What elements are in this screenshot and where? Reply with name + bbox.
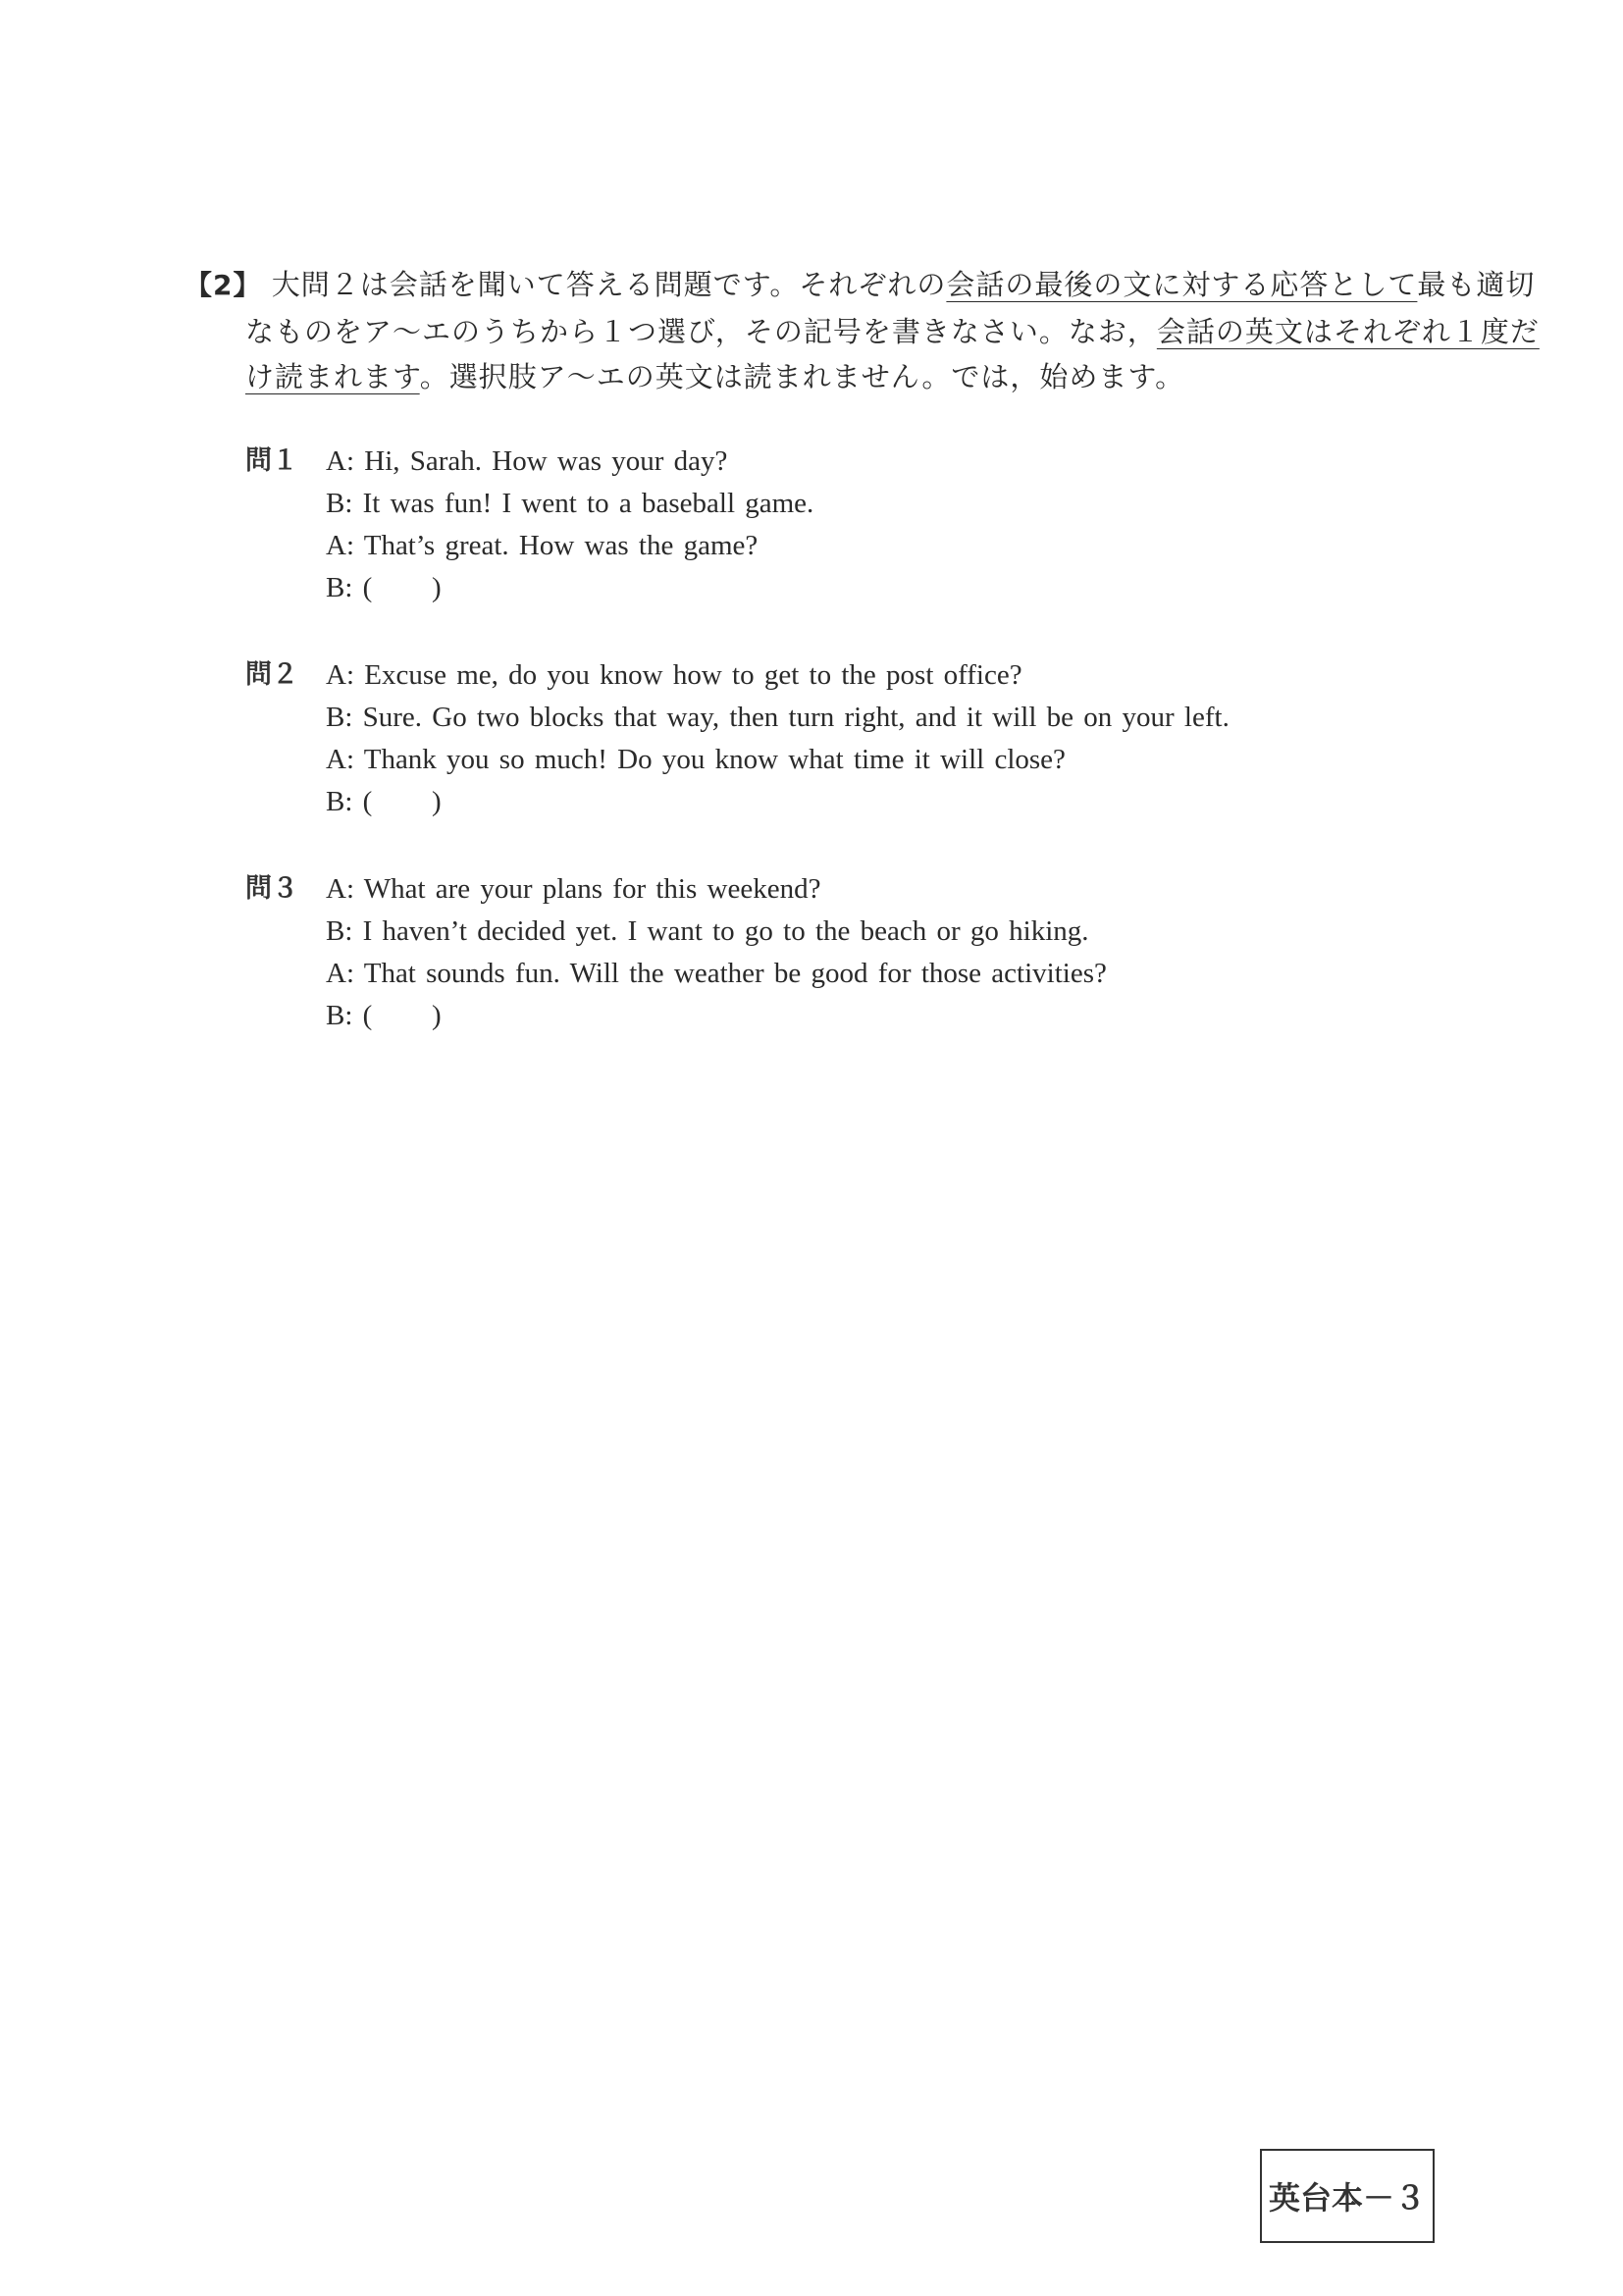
question-2-line-1: A: Excuse me, do you know how to get to the post office? [326,659,1022,691]
instruction-underline-2: 会話の英文はそれぞれ１度だ [1156,315,1540,348]
question-3-line-1: A: What are your plans for this weekend? [326,873,821,905]
question-1-line-3: A: That’s great. How was the game? [326,530,759,561]
answer-blank: ( ) [362,786,442,817]
answer-prefix: B: [326,1000,353,1031]
instruction-line-3 [245,355,1184,398]
question-3-line-3: A: That sounds fun. Will the weather be good for those activities? [326,958,1107,989]
instruction-underline-3: け読まれます [245,360,420,393]
instruction-line-2 [245,310,1540,353]
answer-blank: ( ) [362,1000,442,1031]
answer-blank: ( ) [362,572,442,603]
question-1-line-1: A: Hi, Sarah. How was your day? [326,445,728,477]
answer-prefix: B: [326,572,353,603]
instruction-underline-1: 会話の最後の文に対する応答として [946,268,1418,301]
question-1-answer-line [326,568,442,607]
question-3-label: 問３ [245,873,298,904]
page-label: 英台本－３ [1268,2179,1426,2217]
question-2-label: 問２ [245,659,298,690]
instruction-text-3b: 。選択肢ア～エの英文は読まれません。では，始めます。 [419,360,1185,393]
question-2-line-2: B: Sure. Go two blocks that way, then turn right, and it will be on your left. [326,702,1230,733]
question-1-line-2: B: It was fun! I went to a baseball game. [326,488,814,519]
question-1-label: 問１ [245,445,298,476]
question-3-answer-line [326,996,442,1035]
instruction-text-2a: なものをア～エのうちから１つ選び，その記号を書きなさい。なお， [245,315,1157,348]
answer-prefix: B: [326,786,353,817]
question-2-line-3: A: Thank you so much! Do you know what time it will close? [326,744,1066,775]
instruction-text-1c: 最も適切 [1417,268,1536,301]
question-3-line-2: B: I haven’t decided yet. I want to go to the beach or go hiking. [326,915,1089,947]
instruction-line-1 [184,263,1535,307]
instruction-text-1a: 大問２は会話を聞いて答える問題です。それぞれの [271,268,947,301]
question-2-answer-line [326,782,442,821]
page-label-box [1260,2149,1435,2243]
section-number: 【2】 [184,269,262,301]
